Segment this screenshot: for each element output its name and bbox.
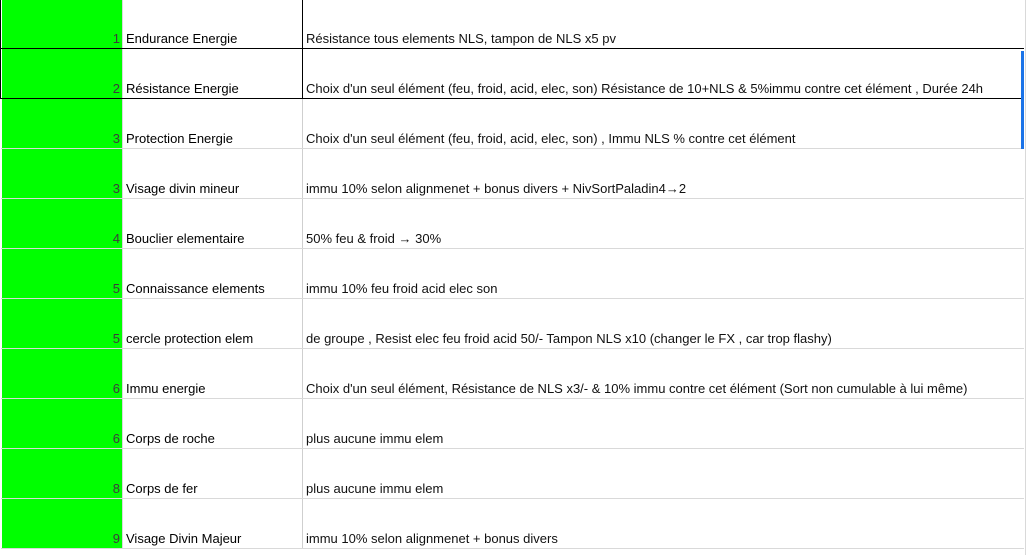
spell-name: cercle protection elem <box>126 331 254 346</box>
spell-description: immu 10% selon alignmenet + bonus divers <box>306 531 558 546</box>
level-cell[interactable] <box>1 149 123 199</box>
spell-name-cell[interactable] <box>123 99 303 149</box>
table-row <box>1 299 1025 349</box>
green-fill <box>2 199 123 248</box>
table-row <box>1 99 1025 149</box>
spell-description-cell[interactable] <box>303 249 1025 299</box>
level-number: 3 <box>112 131 120 146</box>
level-cell[interactable] <box>1 299 123 349</box>
spell-description: immu 10% feu froid acid elec son <box>306 281 498 296</box>
spell-name-cell[interactable] <box>123 199 303 249</box>
green-fill <box>2 0 122 48</box>
level-number: 9 <box>112 531 120 546</box>
spell-description: plus aucune immu elem <box>306 431 444 446</box>
spell-name: Endurance Energie <box>126 31 238 46</box>
spell-description: 50% feu & froid → 30% <box>306 231 442 246</box>
spell-name: Visage Divin Majeur <box>126 531 242 546</box>
table-body <box>1 0 1025 549</box>
selection-border <box>1021 51 1024 149</box>
level-number: 1 <box>112 31 120 46</box>
green-fill <box>2 399 123 448</box>
spell-description-cell[interactable] <box>303 299 1025 349</box>
spell-name: Résistance Energie <box>126 81 239 96</box>
table-row <box>1 199 1025 249</box>
spell-name-cell[interactable] <box>123 449 303 499</box>
level-number: 3 <box>112 181 120 196</box>
spell-name: Connaissance elements <box>126 281 265 296</box>
level-number: 6 <box>112 381 120 396</box>
spell-description-cell[interactable] <box>303 99 1025 149</box>
spell-description: de groupe , Resist elec feu froid acid 50/- Tampon NLS x10 (changer le FX , car trop flashy) <box>306 331 832 346</box>
spell-description-cell[interactable] <box>303 399 1025 449</box>
spell-description-cell[interactable] <box>303 349 1025 399</box>
spell-description-cell[interactable] <box>303 49 1025 99</box>
green-fill <box>2 99 123 148</box>
spell-name: Immu energie <box>126 381 206 396</box>
green-fill <box>2 299 123 348</box>
spell-name-cell[interactable] <box>123 49 303 99</box>
level-number: 5 <box>112 281 120 296</box>
spell-name: Bouclier elementaire <box>126 231 245 246</box>
spell-name: Protection Energie <box>126 131 233 146</box>
level-number: 8 <box>112 481 120 496</box>
green-fill <box>2 49 122 98</box>
spell-name: Corps de roche <box>126 431 215 446</box>
level-cell[interactable] <box>1 399 123 449</box>
level-cell[interactable] <box>1 449 123 499</box>
green-fill <box>2 149 123 198</box>
level-number: 5 <box>112 331 120 346</box>
table-row <box>1 399 1025 449</box>
spell-description: immu 10% selon alignmenet + bonus divers + NivSortPaladin4→2 <box>306 181 687 196</box>
level-cell[interactable] <box>1 349 123 399</box>
spell-name-cell[interactable] <box>123 299 303 349</box>
green-fill <box>2 449 123 498</box>
spell-name-cell[interactable] <box>123 0 303 49</box>
spell-name-cell[interactable] <box>123 349 303 399</box>
spell-description-cell[interactable] <box>303 199 1025 249</box>
spell-name-cell[interactable] <box>123 149 303 199</box>
level-number: 2 <box>112 81 120 96</box>
table-row <box>1 449 1025 499</box>
table-row <box>1 0 1025 49</box>
spell-description: Choix d'un seul élément (feu, froid, acid, elec, son) Résistance de 10+NLS & 5%immu contre cet élément , Durée 24h <box>306 81 984 96</box>
level-cell[interactable] <box>1 99 123 149</box>
table-row <box>1 499 1025 549</box>
spell-name-cell[interactable] <box>123 249 303 299</box>
spell-description-cell[interactable] <box>303 0 1025 49</box>
level-cell[interactable] <box>1 499 123 549</box>
level-cell[interactable] <box>1 199 123 249</box>
spell-description: Choix d'un seul élément, Résistance de NLS x3/- & 10% immu contre cet élément (Sort non cumulable à lui même) <box>306 381 968 396</box>
spell-name: Visage divin mineur <box>126 181 240 196</box>
spell-description: plus aucune immu elem <box>306 481 444 496</box>
table-row <box>1 149 1025 199</box>
spell-description-cell[interactable] <box>303 449 1025 499</box>
spell-name-cell[interactable] <box>123 499 303 549</box>
level-number: 6 <box>112 431 120 446</box>
spell-description-cell[interactable] <box>303 149 1025 199</box>
table-row <box>1 349 1025 399</box>
table-row <box>1 49 1025 99</box>
table-row <box>1 249 1025 299</box>
spell-name: Corps de fer <box>126 481 198 496</box>
green-fill <box>2 499 123 548</box>
spell-description: Choix d'un seul élément (feu, froid, acid, elec, son) , Immu NLS % contre cet élément <box>306 131 796 146</box>
level-cell[interactable] <box>1 49 123 99</box>
level-cell[interactable] <box>1 0 123 49</box>
spell-description-cell[interactable] <box>303 499 1025 549</box>
level-number: 4 <box>112 231 120 246</box>
green-fill <box>2 249 123 298</box>
level-cell[interactable] <box>1 249 123 299</box>
green-fill <box>2 349 123 398</box>
spell-name-cell[interactable] <box>123 399 303 449</box>
spell-description: Résistance tous elements NLS, tampon de NLS x5 pv <box>306 31 616 46</box>
